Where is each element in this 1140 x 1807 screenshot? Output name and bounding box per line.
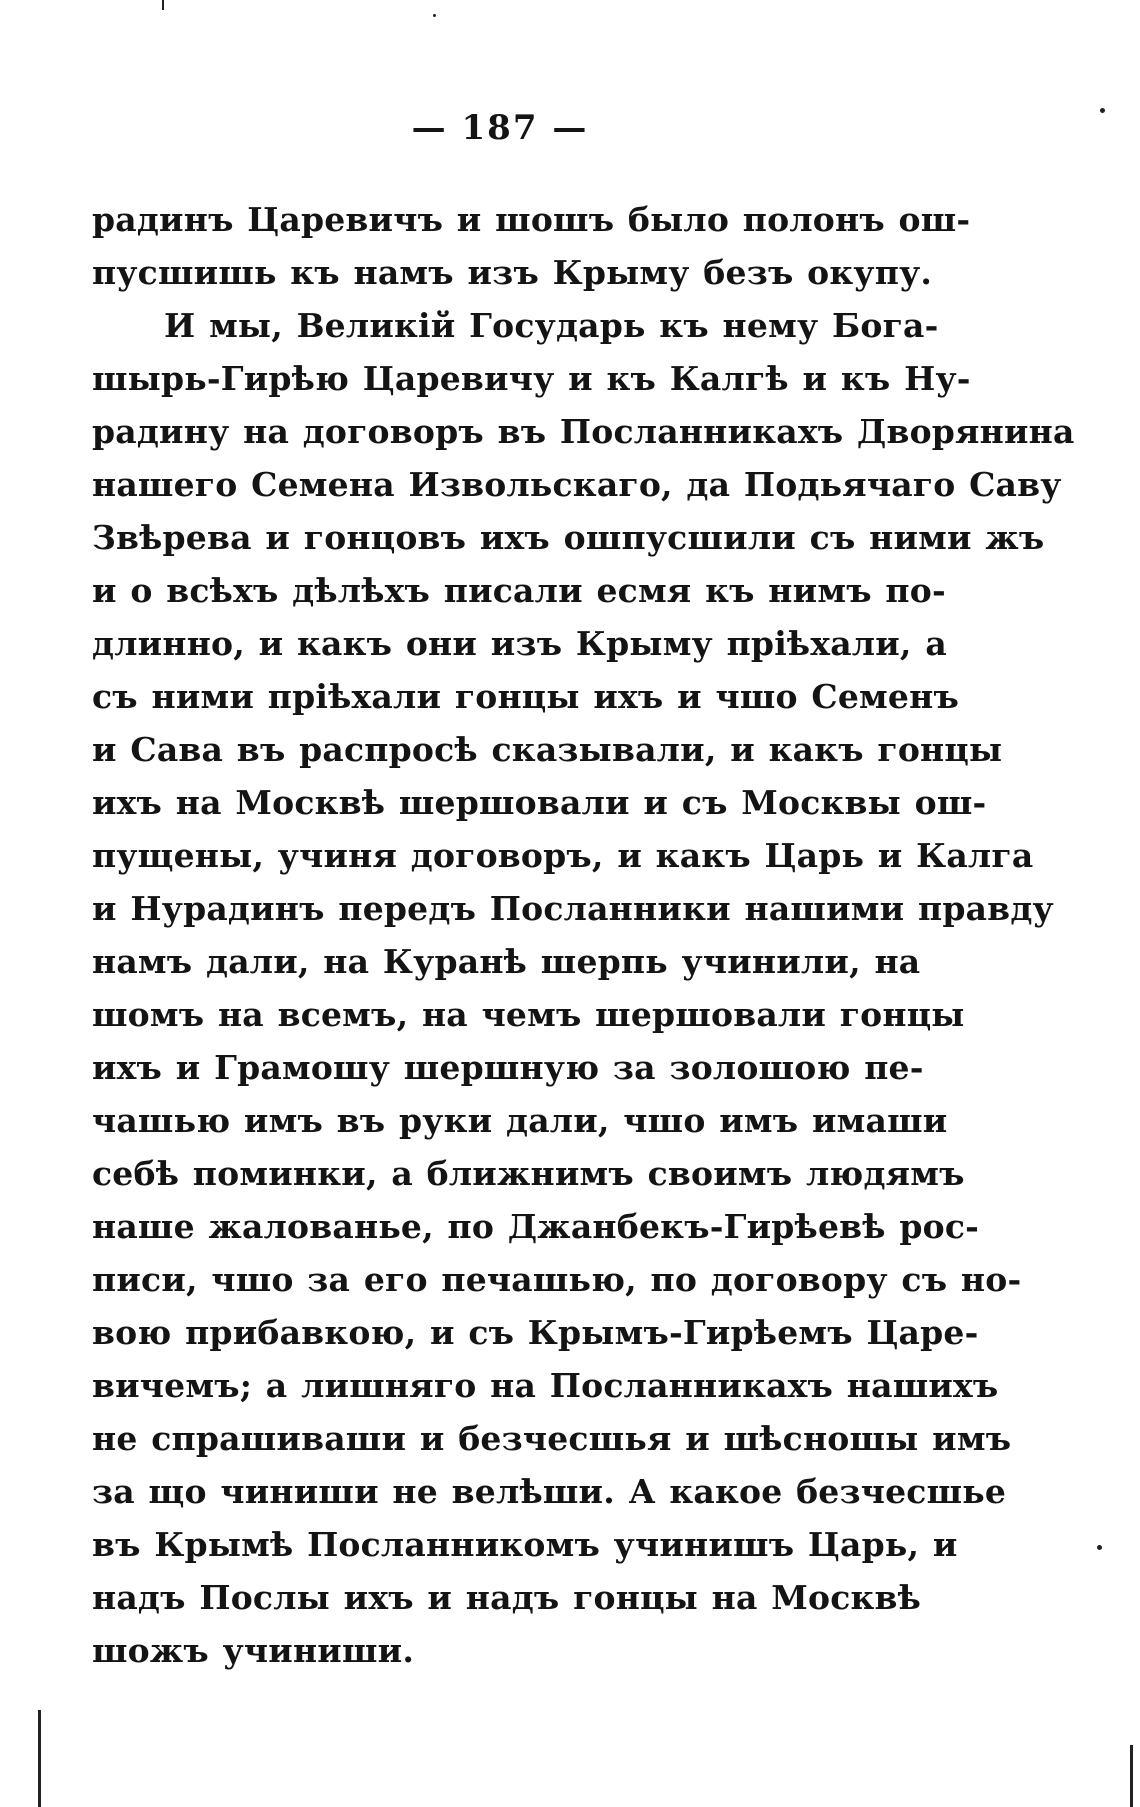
text-line: радинъ Царевичъ и шошъ было полонъ ош-: [92, 200, 971, 239]
text-line: намъ дали, на Куранѣ шерпь учинили, на: [92, 942, 921, 981]
scan-speck: [433, 14, 436, 17]
text-line: радину на договоръ въ Посланникахъ Дворянина: [92, 412, 1075, 451]
text-line: и Сава въ распросѣ сказывали, и какъ гонцы: [92, 730, 1003, 769]
text-line: за що чиниши не велѣши. А какое безчесшье: [92, 1472, 1007, 1511]
text-line: и Нурадинъ передъ Посланники нашими правду: [92, 889, 1054, 928]
text-line: вичемъ; а лишняго на Посланникахъ нашихъ: [92, 1366, 999, 1405]
text-line: въ Крымѣ Посланникомъ учинишъ Царь, и: [92, 1525, 958, 1564]
text-line: ихъ на Москвѣ шершовали и съ Москвы ош-: [92, 783, 987, 822]
page-edge-line: [1130, 1745, 1133, 1807]
text-line: длинно, и какъ они изъ Крыму пріѣхали, а: [92, 624, 947, 663]
text-line: шырь-Гирѣю Царевичу и къ Калгѣ и къ Ну-: [92, 359, 971, 398]
text-line: надъ Послы ихъ и надъ гонцы на Москвѣ: [92, 1578, 922, 1617]
text-line: писи, чшо за его печашью, по договору съ но-: [92, 1260, 1022, 1299]
text-line: ихъ и Грамошу шершную за золошою пе-: [92, 1048, 924, 1087]
text-line: шожъ учиниши.: [92, 1631, 415, 1670]
page-number: — 187 —: [411, 108, 589, 148]
text-line: не спрашиваши и безчесшья и шѣсношы имъ: [92, 1419, 1012, 1458]
text-line: Звѣрева и гонцовъ ихъ ошпусшили съ ними жъ: [92, 518, 1045, 557]
text-line: съ ними пріѣхали гонцы ихъ и чшо Семенъ: [92, 677, 959, 716]
text-line: вою прибавкою, и съ Крымъ-Гирѣемъ Царе-: [92, 1313, 979, 1352]
text-line: наше жалованье, по Джанбекъ-Гирѣевѣ рос-: [92, 1207, 980, 1246]
text-line: себѣ поминки, а ближнимъ своимъ людямъ: [92, 1154, 965, 1193]
text-line: И мы, Великій Государь къ нему Бога-: [164, 306, 939, 345]
body-text: [92, 193, 1075, 1677]
scan-mark: [162, 0, 164, 10]
scan-speck: [1097, 1545, 1102, 1550]
text-line: чашью имъ въ руки дали, чшо имъ имаши: [92, 1101, 948, 1140]
text-line: пусшишь къ намъ изъ Крыму безъ окупу.: [92, 253, 933, 292]
text-line: пущены, учиня договоръ, и какъ Царь и Калга: [92, 836, 1034, 875]
text-line: и о всѣхъ дѣлѣхъ писали есмя къ нимъ по-: [92, 571, 946, 610]
text-line: нашего Семена Извольскаго, да Подьячаго Саву: [92, 465, 1062, 504]
page-edge-line: [38, 1710, 41, 1807]
text-line: шомъ на всемъ, на чемъ шершовали гонцы: [92, 995, 965, 1034]
scan-speck: [1100, 108, 1105, 113]
